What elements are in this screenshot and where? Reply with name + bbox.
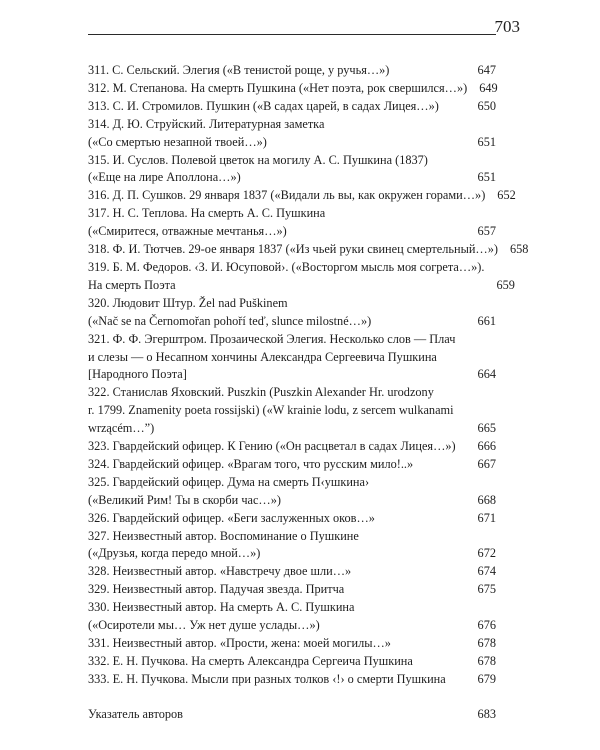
toc-entry[interactable] <box>88 205 496 241</box>
toc-entry-line: [Народного Поэта] <box>88 367 187 382</box>
toc-entry[interactable] <box>88 456 496 474</box>
toc-entry-line: («Со смертью незапной твоей…») <box>88 134 267 149</box>
toc-entry-title <box>88 581 470 599</box>
toc-entry[interactable] <box>88 259 515 295</box>
toc-entry-page: 652 <box>497 188 516 203</box>
toc-entry[interactable] <box>88 152 496 188</box>
toc-entry[interactable] <box>88 599 496 635</box>
toc-entry-page: 649 <box>479 80 498 95</box>
toc-entry[interactable] <box>88 62 496 80</box>
toc-entry-page: 666 <box>477 439 496 454</box>
toc-entry-line: («Друзья, когда передо мной…») <box>88 546 261 561</box>
toc-entry-line: 326. Гвардейский офицер. «Беги заслуженных оков…» <box>88 510 375 525</box>
toc-entry-title <box>88 384 470 438</box>
toc-entry[interactable] <box>88 295 496 331</box>
toc-entry-line: 320. Людовит Штур. Žel nad Puškinem <box>88 295 288 310</box>
toc-entry-title <box>88 187 497 205</box>
toc-entry-page: 657 <box>477 224 496 239</box>
toc-entry-line: («Великий Рим! Ты в скорби час…») <box>88 492 281 507</box>
toc-entry[interactable] <box>88 581 496 599</box>
toc-entry-page: 665 <box>477 421 496 436</box>
toc-entry-title <box>88 331 470 385</box>
toc-entry-title <box>88 241 510 259</box>
toc-entry-page: 661 <box>477 313 496 328</box>
toc-entry-title <box>88 438 470 456</box>
toc-entry[interactable] <box>88 241 529 259</box>
toc-entry-line: 315. И. Суслов. Полевой цветок на могилу А. С. Пушкина (1837) <box>88 152 428 167</box>
toc-entry-title <box>88 671 470 689</box>
toc-entry-line: На смерть Поэта <box>88 277 176 292</box>
toc-entry-line: 324. Гвардейский офицер. «Врагам того, что русским мило!..» <box>88 456 414 471</box>
toc-entry-title <box>88 98 470 116</box>
toc-entry-line: r. 1799. Znamenity poeta rossijski) («W krainie lodu, z sercem wulkanami <box>88 403 454 418</box>
toc-entry[interactable] <box>88 510 496 528</box>
toc-entry-page: 650 <box>477 98 496 113</box>
toc-entry[interactable] <box>88 80 496 98</box>
toc-entry-line: 331. Неизвестный автор. «Прости, жена: моей могилы…» <box>88 636 391 650</box>
toc-entry-line: 330. Неизвестный автор. На смерть А. С. Пушкина <box>88 600 355 615</box>
toc-entry-title <box>88 62 470 80</box>
toc-entry-title <box>88 510 470 528</box>
toc-entry[interactable] <box>88 438 496 456</box>
toc-entry-line: 322. Станислав Яховский. Puszkin (Puszkin Alexander Hr. urodzony <box>88 385 434 400</box>
toc-entry-page: 679 <box>477 671 496 686</box>
toc-entry-line: («Смиритеся, отважные мечтанья…») <box>88 224 287 239</box>
toc-entry-line: 311. С. Сельский. Элегия («В тенистой роще, у ручья…») <box>88 63 390 77</box>
toc-entry-page: 651 <box>477 134 496 149</box>
toc-entry[interactable] <box>88 653 496 671</box>
toc-entry-page: 672 <box>477 546 496 561</box>
toc-entry[interactable] <box>88 563 496 581</box>
toc-entry[interactable] <box>88 474 496 510</box>
toc-entry-page: 664 <box>477 367 496 382</box>
toc-entry-line: 329. Неизвестный автор. Падучая звезда. Притча <box>88 582 345 597</box>
toc-entry-line: 327. Неизвестный автор. Воспоминание о Пушкине <box>88 528 359 543</box>
toc-entry-page: 668 <box>477 492 496 507</box>
toc-entry-title <box>88 653 470 671</box>
toc-entry-page: 651 <box>477 170 496 185</box>
toc-entry[interactable] <box>88 384 496 438</box>
toc-entry-line: 318. Ф. И. Тютчев. 29-ое января 1837 («Из чьей руки свинец смертельный…») <box>88 242 498 257</box>
toc-entry-page: 678 <box>477 636 496 650</box>
toc-entry-page: 658 <box>509 242 529 257</box>
toc-entry-line: («Осиротели мы… Уж нет душе услады…») <box>88 618 320 633</box>
toc-entry-line: 312. М. Степанова. На смерть Пушкина («Нет поэта, рок свершился…») <box>88 80 468 95</box>
toc-entry-line: («Еще на лире Аполлона…») <box>88 170 241 185</box>
toc-entry[interactable] <box>88 187 516 205</box>
toc-entry-title <box>88 152 470 188</box>
toc-entry[interactable] <box>88 98 496 116</box>
toc-entry-line: 313. С. И. Стромилов. Пушкин («В садах царей, в садах Лицея…») <box>88 98 439 113</box>
toc-entry-line: 314. Д. Ю. Струйский. Литературная заметка <box>88 116 325 131</box>
index-entry-page: 683 <box>477 706 496 721</box>
toc-entry-line: 319. Б. М. Федоров. ‹З. И. Юсуповой›. («Восторгом мысль моя согрета…»). <box>88 259 485 274</box>
toc-entry-page: 647 <box>477 63 496 77</box>
header-rule <box>88 34 496 35</box>
toc-entry-line: 328. Неизвестный автор. «Навстречу двое шли…» <box>88 564 352 579</box>
toc-entry-title <box>88 563 470 581</box>
toc-entry-title <box>88 205 470 241</box>
table-of-contents <box>88 62 529 724</box>
toc-entry-title <box>88 259 496 295</box>
toc-entry-page: 676 <box>477 618 496 633</box>
toc-entry-line: 325. Гвардейский офицер. Дума на смерть П‹ушкина› <box>88 474 370 489</box>
toc-entry-page: 659 <box>496 277 515 292</box>
toc-entry-line: и слезы — о Несапном хончины Александра Сергеевича Пушкина <box>88 349 437 364</box>
toc-entry-page: 667 <box>477 456 496 471</box>
toc-entry-page: 674 <box>477 564 496 579</box>
toc-entry-line: wrzącém…”) <box>88 421 155 436</box>
toc-entry[interactable] <box>88 116 496 152</box>
toc-entry[interactable] <box>88 331 496 385</box>
toc-entry-page: 678 <box>477 653 496 668</box>
toc-entry-line: 317. Н. С. Теплова. На смерть А. С. Пушкина <box>88 206 326 221</box>
toc-entry-line: 332. Е. Н. Пучкова. На смерть Александра Сергеича Пушкина <box>88 653 413 668</box>
toc-entry-page: 671 <box>477 510 496 525</box>
toc-entry-page: 675 <box>477 582 496 597</box>
toc-entry-title <box>88 295 470 331</box>
toc-entry[interactable] <box>88 528 496 564</box>
toc-entry-line: («Nač se na Černomořan pohoří teď, slunce milostné…») <box>88 313 372 328</box>
toc-entry-title <box>88 599 470 635</box>
index-entry-label: Указатель авторов <box>88 706 183 721</box>
toc-entry-title <box>88 456 470 474</box>
index-entry[interactable] <box>88 706 496 724</box>
page-number: 703 <box>494 17 520 36</box>
toc-entry-title <box>88 635 470 653</box>
toc-entry-line: 333. Е. Н. Пучкова. Мысли при разных толков ‹!› о смерти Пушкина <box>88 671 446 686</box>
toc-entry-line: 323. Гвардейский офицер. К Гению («Он расцветал в садах Лицея…») <box>88 439 456 454</box>
toc-entry-title <box>88 116 470 152</box>
toc-entry-line: 321. Ф. Ф. Эгерштром. Прозаической Элегия. Несколько слов — Плач <box>88 331 456 346</box>
toc-entry-title <box>88 474 470 510</box>
toc-entry[interactable] <box>88 671 496 689</box>
toc-entry-title <box>88 528 470 564</box>
toc-entry-line: 316. Д. П. Сушков. 29 января 1837 («Видали ль вы, как окружен горами…») <box>88 188 486 203</box>
toc-entry-title <box>88 80 479 98</box>
toc-entry[interactable] <box>88 635 496 653</box>
